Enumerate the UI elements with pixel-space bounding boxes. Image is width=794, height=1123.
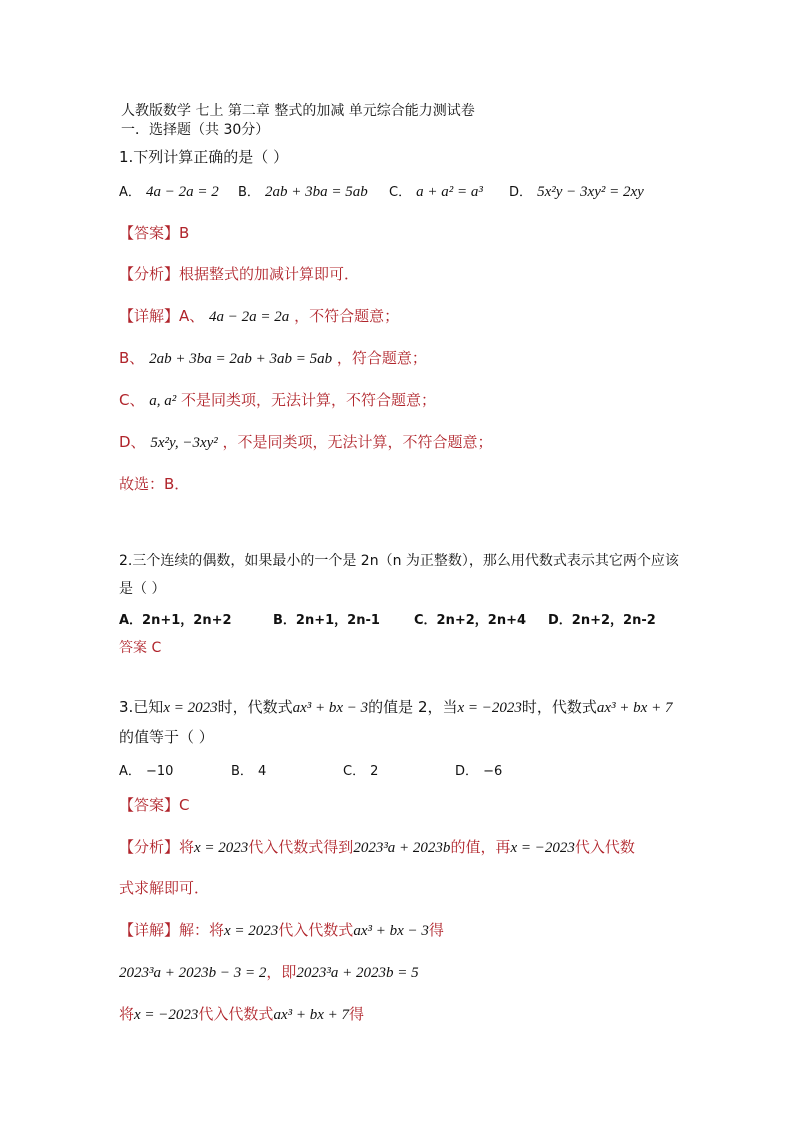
q1-stem: 1.下列计算正确的是（ ） (119, 148, 289, 166)
q3-answer: 【答案】C (119, 796, 190, 814)
q1-answer: 【答案】B (119, 224, 190, 242)
q1-detail-c-expr: a, a² (149, 393, 177, 409)
q3-option-a-value: −10 (146, 764, 174, 779)
q1-detail-b-head: B、 (119, 349, 145, 367)
q3-analysis-a: 【分析】将 (119, 838, 195, 856)
q3-detail-a: 【详解】解：将 (119, 921, 225, 939)
q1-option-d-label: D． (509, 185, 533, 200)
q1-option-b (238, 181, 368, 201)
q3-option-c (343, 760, 378, 779)
q3-stem-expr2: ax³ + bx + 7 (596, 700, 673, 716)
q1-detail-d-expr: 5x²y, −3xy² (150, 435, 218, 451)
q1-detail-b (119, 347, 427, 368)
q3-analysis-line1 (119, 836, 635, 857)
q2-option-c: C．2n+2，2n+4 (414, 613, 527, 628)
q1-detail-c (119, 389, 436, 410)
q1-detail-a-expr: 4a − 2a = 2a (209, 309, 290, 325)
q3-option-c-label: C． (343, 764, 366, 779)
q3-stem-x2: x = −2023 (457, 700, 522, 716)
q1-option-c-label: C． (389, 185, 412, 200)
q2-stem-line1: 2.三个连续的偶数，如果最小的一个是 2n（n 为正整数），那么用代数式表示其它两个应该 (119, 553, 679, 569)
q3-stem-expr1: ax³ + bx − 3 (292, 700, 369, 716)
q1-option-a-label: A． (119, 185, 141, 200)
q3-analysis-expr: 2023³a + 2023b (353, 840, 451, 856)
q3-option-b-value: 4 (258, 764, 267, 779)
q3-detail-b: 代入代数式 (278, 921, 354, 939)
q3-analysis-c: 的值，再 (450, 838, 511, 856)
q1-detail-b-expr: 2ab + 3ba = 2ab + 3ab = 5ab (149, 351, 333, 367)
q1-detail-b-tail: ，符合题意； (336, 349, 427, 367)
q3-detail-expr: ax³ + bx − 3 (353, 923, 429, 939)
q1-detail-a-tail: ，不符合题意； (294, 307, 400, 325)
q3-option-b-label: B． (231, 764, 253, 779)
q3-last-c: 得 (349, 1005, 365, 1023)
q1-option-d-expr: 5x²y − 3xy² = 2xy (537, 184, 644, 200)
q1-option-a (119, 181, 219, 201)
q3-analysis-line2: 式求解即可． (119, 879, 210, 897)
document-title: 人教版数学 七上 第二章 整式的加减 单元综合能力测试卷 (121, 103, 475, 119)
q2-option-b: B．2n+1，2n-1 (273, 613, 380, 628)
q1-detail-c-tail: 不是同类项，无法计算，不符合题意； (181, 391, 437, 409)
q2-answer: 答案 C (119, 640, 162, 656)
q3-option-b (231, 760, 266, 779)
q1-detail-c-head: C、 (119, 391, 145, 409)
q1-conclusion: 故选：B． (119, 475, 190, 493)
q3-option-d-value: −6 (483, 764, 503, 779)
q3-stem-c: 的值是 2，当 (368, 698, 458, 716)
q3-last-line (119, 1003, 364, 1024)
q1-analysis: 【分析】根据整式的加减计算即可． (119, 265, 360, 283)
q3-analysis-x1: x = 2023 (194, 840, 249, 856)
q1-detail-d (119, 431, 493, 452)
q3-option-d-label: D． (455, 764, 479, 779)
q3-equation-line (119, 961, 419, 982)
q3-analysis-x2: x = −2023 (510, 840, 575, 856)
q2-stem-line2: 是（ ） (119, 581, 166, 597)
q3-equation-2: 2023³a + 2023b = 5 (296, 965, 419, 981)
section-heading: 一．选择题（共 30分） (121, 122, 270, 138)
q1-detail-d-tail: ，不是同类项，无法计算，不符合题意； (222, 433, 493, 451)
q3-detail-x: x = 2023 (224, 923, 279, 939)
q3-option-d (455, 760, 502, 779)
q3-stem-x1: x = 2023 (163, 700, 218, 716)
q3-stem-b: 时，代数式 (217, 698, 293, 716)
q1-option-b-expr: 2ab + 3ba = 5ab (265, 184, 368, 200)
q3-detail-line1 (119, 919, 444, 940)
q2-option-a: A．2n+1，2n+2 (119, 613, 232, 628)
q3-analysis-b: 代入代数式得到 (248, 838, 354, 856)
q3-detail-c: 得 (428, 921, 444, 939)
q3-stem-line1 (119, 696, 672, 717)
q3-option-a (119, 760, 173, 779)
q3-equation-1: 2023³a + 2023b − 3 = 2 (119, 965, 267, 981)
q3-equation-mid: ，即 (266, 963, 297, 981)
q1-detail-d-head: D、 (119, 433, 146, 451)
q1-option-c-expr: a + a² = a³ (416, 184, 483, 200)
q3-option-a-label: A． (119, 764, 141, 779)
q1-option-d (509, 181, 644, 201)
q1-option-b-label: B． (238, 185, 260, 200)
q3-last-a: 将 (119, 1005, 135, 1023)
q2-option-d: D．2n+2，2n-2 (548, 613, 656, 628)
q1-option-c (389, 181, 483, 201)
q1-detail-a-head: 【详解】A、 (119, 307, 205, 325)
q1-detail-a (119, 305, 399, 326)
q3-last-x: x = −2023 (134, 1007, 199, 1023)
q3-option-c-value: 2 (370, 764, 379, 779)
q3-stem-d: 时，代数式 (521, 698, 597, 716)
q3-stem-a: 3.已知 (119, 698, 164, 716)
q1-option-a-expr: 4a − 2a = 2 (146, 184, 219, 200)
q3-stem-line2: 的值等于（ ） (119, 728, 214, 746)
q3-last-expr: ax³ + bx + 7 (273, 1007, 349, 1023)
q3-analysis-d: 代入代数 (574, 838, 635, 856)
q3-last-b: 代入代数式 (198, 1005, 274, 1023)
